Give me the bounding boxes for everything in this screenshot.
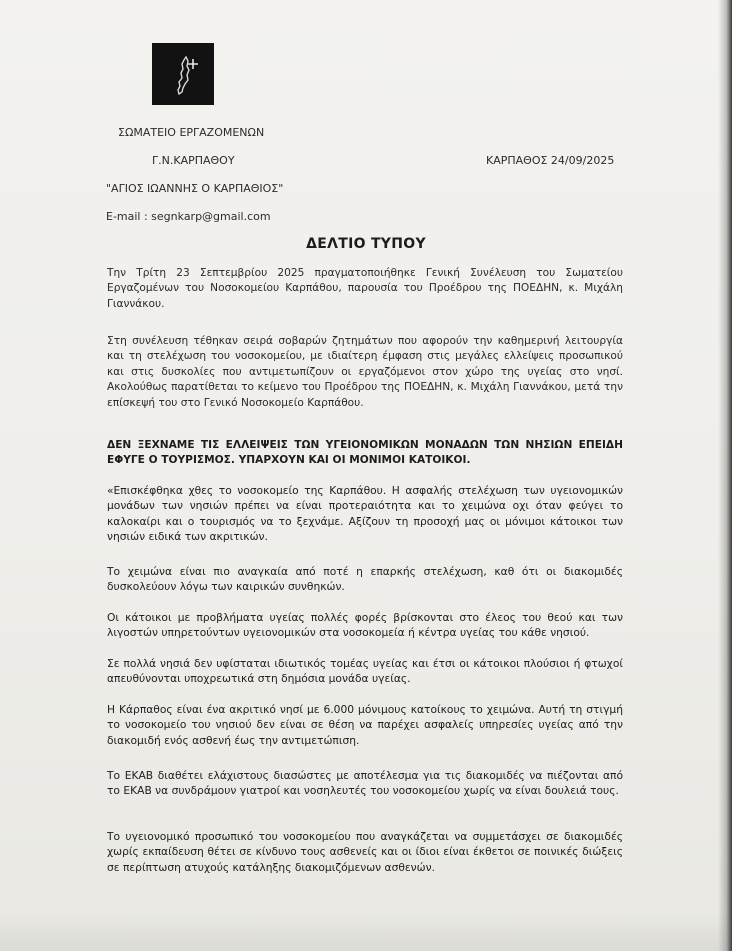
email-line: E-mail : segnkarp@gmail.com — [106, 210, 271, 223]
document-title: ΔΕΛΤΙΟ ΤΥΠΟΥ — [306, 236, 426, 252]
union-name: ΣΩΜΑΤΕΙΟ ΕΡΓΑΖΟΜΕΝΩΝ — [118, 126, 265, 139]
hospital-label: Γ.Ν.ΚΑΡΠΑΘΟΥ — [152, 154, 235, 167]
paragraph-headline: ΔΕΝ ΞΕΧΝΑΜΕ ΤΙΣ ΕΛΛΕΙΨΕΙΣ ΤΩΝ ΥΓΕΙΟΝΟΜΙΚΩΝ ΜΟΝΑΔΩΝ ΤΩΝ ΝΗΣΙΩΝ ΕΠΕΙΔΗ ΕΦΥΓΕ Ο ΤΟΥΡΙΣΜΟΣ. ΥΠΑΡΧΟΥΝ ΚΑΙ ΟΙ ΜΟΝΙΜΟΙ ΚΑΤΟΙΚΟΙ. — [107, 439, 623, 467]
paragraph-ekav: Το ΕΚΑΒ διαθέτει ελάχιστους διασώστες με αποτέλεσμα για τις διακομιδές να πιέζονται από το ΕΚΑΒ να συνδράμουν γιατροί και νοσηλευτές του νοσοκομείου χωρίς να είναι δουλειά τους. — [107, 769, 623, 798]
paragraph-assembly: Στη συνέλευση τέθηκαν σειρά σοβαρών ζητημάτων που αφορούν την καθημερινή λειτουργία και τη στελέχωση του νοσοκομείου, με ιδιαίτερη έμφαση στις μεγάλες ελλείψεις προσωπικού και στις δυσκολίες που αντιμετωπίζουν οι εργαζόμενοι στον χώρο της υγείας στο νησί. Ακολούθως παρατίθεται το κείμενο του Προέδρου της ΠΟΕΔΗΝ, κ. Μιχάλη Γιαννάκου, μετά την επίσκεψή του στο Γενικό Νοσοκομείο Καρπάθου. — [107, 335, 623, 409]
paragraph-staff: Το υγειονομικό προσωπικό του νοσοκομείου που αναγκάζεται να συμμετάσχει σε διακομιδές χωρίς εκπαίδευση θέτει σε κίνδυνο τους ασθενείς και οι ίδιοι είναι έκθετοι σε ποινικές διώξεις σε περίπτωση ατυχούς κατάληξης διακομιζόμενων ασθενών. — [107, 830, 623, 874]
paragraph-intro: Την Τρίτη 23 Σεπτεμβρίου 2025 πραγματοποιήθηκε Γενική Συνέλευση του Σωματείου Εργαζομένων του Νοσοκομείου Καρπάθου, παρουσία του Προέδρου της ΠΟΕΔΗΝ, κ. Μιχάλη Γιαννάκου. — [107, 267, 623, 310]
paragraph-residents: Οι κάτοικοι με προβλήματα υγείας πολλές φορές βρίσκονται στο έλεος του θεού και των λιγοστών υπηρετούντων υγειονομικών στα νοσοκομεία ή κέντρα υγείας του κάθε νησιού. — [107, 611, 623, 640]
paragraph-karpathos: Η Κάρπαθος είναι ένα ακριτικό νησί με 6.000 μόνιμους κατοίκους το χειμώνα. Αυτή τη στιγμή το νοσοκομείο του νησιού δεν είναι σε θέση να παρέχει ασφαλείς υπηρεσίες υγείας από την διακομιδή ενός ασθενή έως την αντιμετώπιση. — [107, 703, 623, 747]
paragraph-winter: Το χειμώνα είναι πιο αναγκαία από ποτέ η επαρκής στελέχωση, καθ ότι οι διακομιδές δυσκολεύουν λόγω των καιρικών συνθηκών. — [107, 565, 623, 594]
place-date: ΚΑΡΠΑΘΟΣ 24/09/2025 — [486, 154, 615, 167]
paper-shadow-bottom — [0, 911, 732, 951]
karpathos-island-cross-logo-icon — [152, 43, 214, 105]
hospital-name: "ΑΓΙΟΣ ΙΩΑΝΝΗΣ Ο ΚΑΡΠΑΘΙΟΣ" — [106, 182, 284, 195]
paper-edge-right — [718, 0, 732, 951]
paragraph-quote-start: «Επισκέφθηκα χθες το νοσοκομείο της Καρπάθου. Η ασφαλής στελέχωση των υγειονομικών μονάδων των νησιών πρέπει να είναι προτεραιότητα και το χειμώνα οχι όταν φεύγει το καλοκαίρι και ο τουρισμός να το ξεχνάμε. Αξίζουν τη προσοχή μας οι μόνιμοι κάτοικοι των νησιών ειδικά των ακριτικών. — [107, 484, 623, 544]
paragraph-private-sector: Σε πολλά νησιά δεν υφίσταται ιδιωτικός τομέας υγείας και έτσι οι κάτοικοι πλούσιοι ή φτωχοί απευθύνονται υποχρεωτικά στη δημόσια μονάδα υγείας. — [107, 657, 623, 686]
